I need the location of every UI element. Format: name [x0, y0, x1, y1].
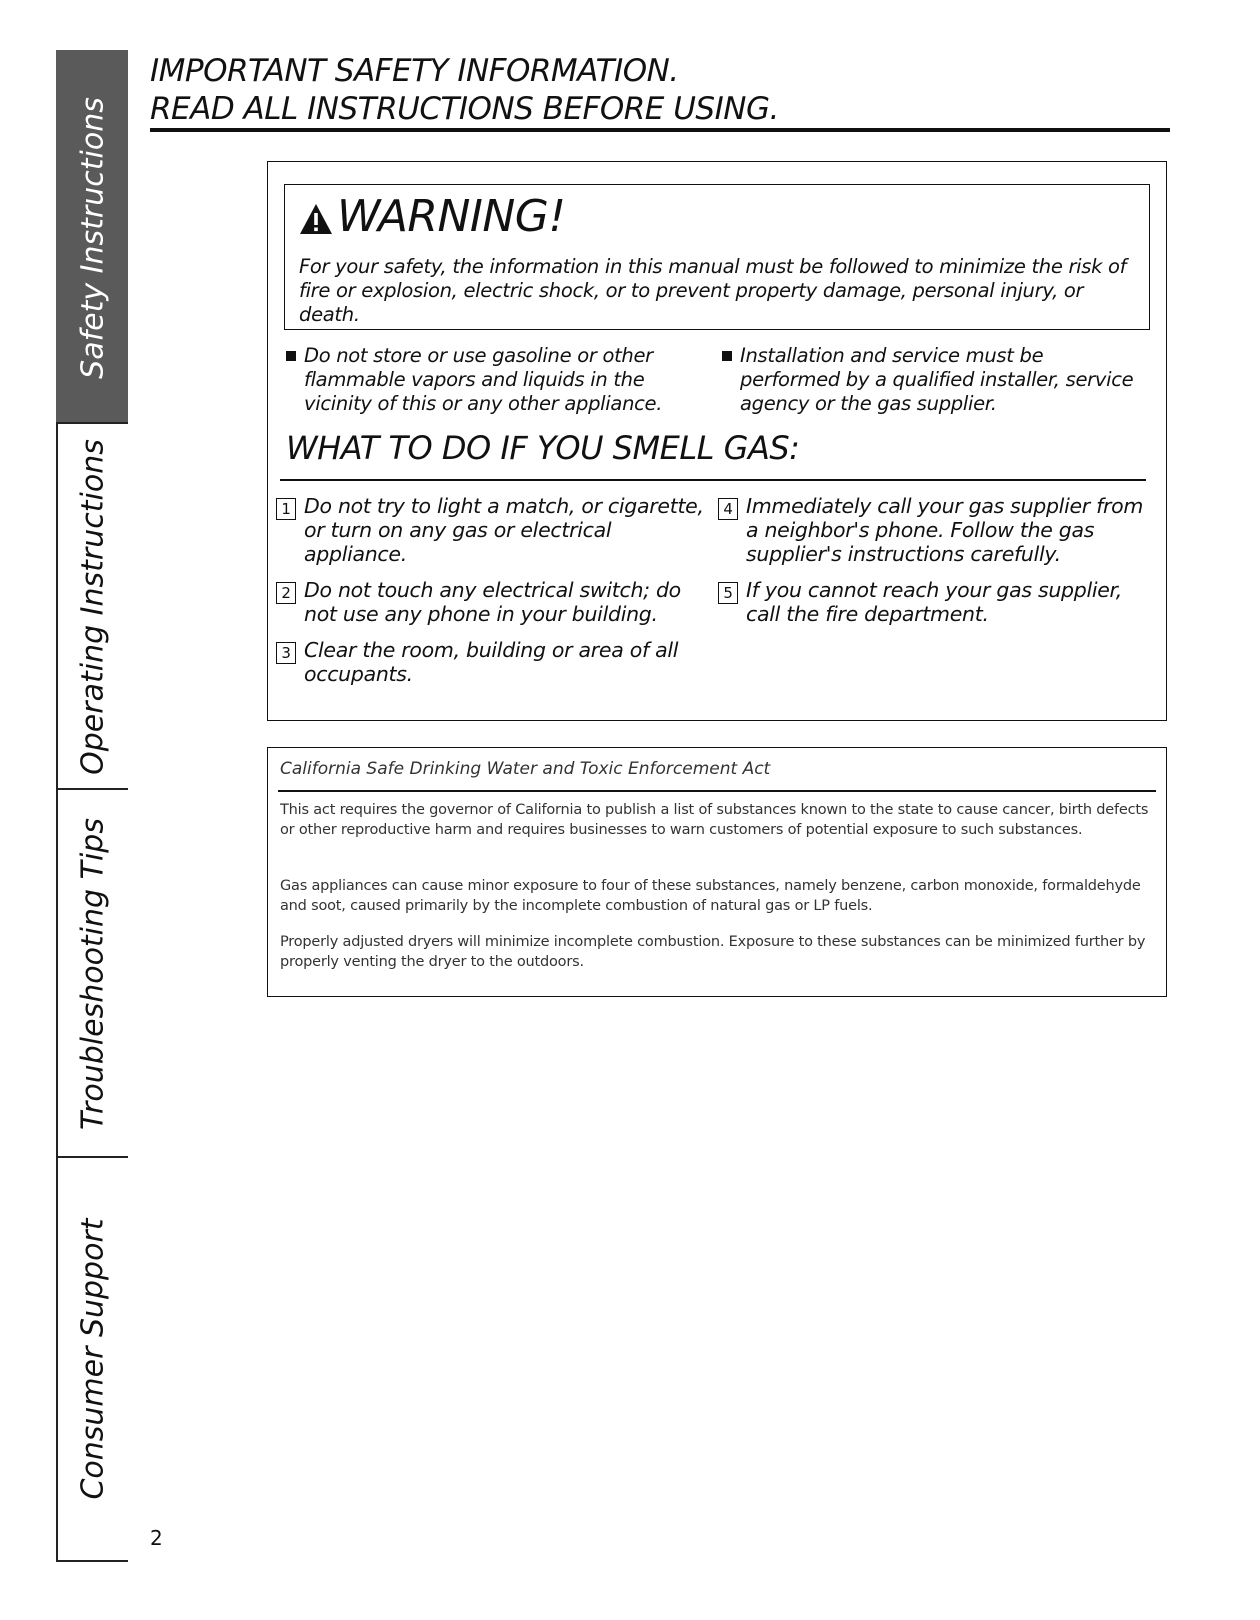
- warning-inner-box: [284, 184, 1150, 330]
- square-bullet-icon: [722, 351, 732, 361]
- gas-step: [268, 638, 708, 686]
- step-text: Do not touch any electrical switch; do not use any phone in your building.: [304, 578, 681, 626]
- gas-step: [710, 578, 1150, 626]
- tab-troubleshooting-tips[interactable]: [56, 788, 128, 1160]
- tab-operating-instructions[interactable]: [56, 422, 128, 792]
- warning-triangle-icon: [299, 203, 333, 235]
- header-line-2: READ ALL INSTRUCTIONS BEFORE USING.: [150, 91, 779, 127]
- gas-step: [710, 494, 1150, 566]
- california-paragraph: Gas appliances can cause minor exposure to four of these substances, namely benzene, carbon monoxide, formaldehyde and soot, caused primarily by the incomplete combustion of natural gas or LP fuels.: [280, 878, 1141, 914]
- step-number: 3: [276, 642, 296, 664]
- header-line-1: IMPORTANT SAFETY INFORMATION.: [150, 53, 679, 89]
- tab-label: Consumer Support: [75, 1218, 111, 1500]
- step-text: Do not try to light a match, or cigarette, or turn on any gas or electrical appliance.: [304, 494, 704, 566]
- step-number: 1: [276, 498, 296, 520]
- header-rule: [150, 128, 1170, 132]
- warning-title: [299, 191, 566, 243]
- step-text: If you cannot reach your gas supplier, call the fire department.: [746, 578, 1123, 626]
- page-header: [150, 52, 1170, 128]
- step-number: 4: [718, 498, 738, 520]
- section-sidebar: [56, 50, 128, 1560]
- warning-text: For your safety, the information in this manual must be followed to minimize the risk of fire or explosion, electric shock, or to prevent property damage, personal injury, or death.: [299, 255, 1127, 326]
- bullet-text: Do not store or use gasoline or other flammable vapors and liquids in the vicinity of this or any other appliance.: [304, 344, 663, 415]
- step-text: Clear the room, building or area of all occupants.: [304, 638, 679, 686]
- california-paragraph: This act requires the governor of California to publish a list of substances known to the state to cause cancer, birth defects or other reproductive harm and requires businesses to warn customers of potential exposure to such substances.: [280, 802, 1149, 838]
- tab-consumer-support[interactable]: [56, 1156, 128, 1562]
- warning-bullet: [280, 344, 710, 416]
- step-number: 2: [276, 582, 296, 604]
- california-paragraph: Properly adjusted dryers will minimize incomplete combustion. Exposure to these substances can be minimized further by properly venting the dryer to the outdoors.: [280, 934, 1146, 970]
- california-act-box: [267, 747, 1167, 997]
- tab-safety-instructions[interactable]: [56, 50, 128, 426]
- smell-gas-title: WHAT TO DO IF YOU SMELL GAS:: [286, 429, 800, 467]
- tab-label: Troubleshooting Tips: [75, 818, 111, 1130]
- step-text: Immediately call your gas supplier from a neighbor's phone. Follow the gas supplier's instructions carefully.: [746, 494, 1144, 566]
- warning-box: [267, 161, 1167, 721]
- warning-title-text: WARNING!: [337, 191, 566, 242]
- page-number: 2: [150, 1526, 163, 1550]
- warning-bullet: [716, 344, 1136, 416]
- bullet-text: Installation and service must be performed by a qualified installer, service agency or the gas supplier.: [740, 344, 1134, 415]
- gas-step: [268, 578, 708, 626]
- tab-label: Safety Instructions: [75, 97, 111, 379]
- step-number: 5: [718, 582, 738, 604]
- california-act-title: California Safe Drinking Water and Toxic Enforcement Act: [280, 759, 771, 779]
- gas-step: [268, 494, 708, 566]
- smell-gas-rule: [280, 479, 1146, 481]
- tab-label: Operating Instructions: [75, 439, 111, 775]
- california-act-rule: [278, 790, 1156, 792]
- square-bullet-icon: [286, 351, 296, 361]
